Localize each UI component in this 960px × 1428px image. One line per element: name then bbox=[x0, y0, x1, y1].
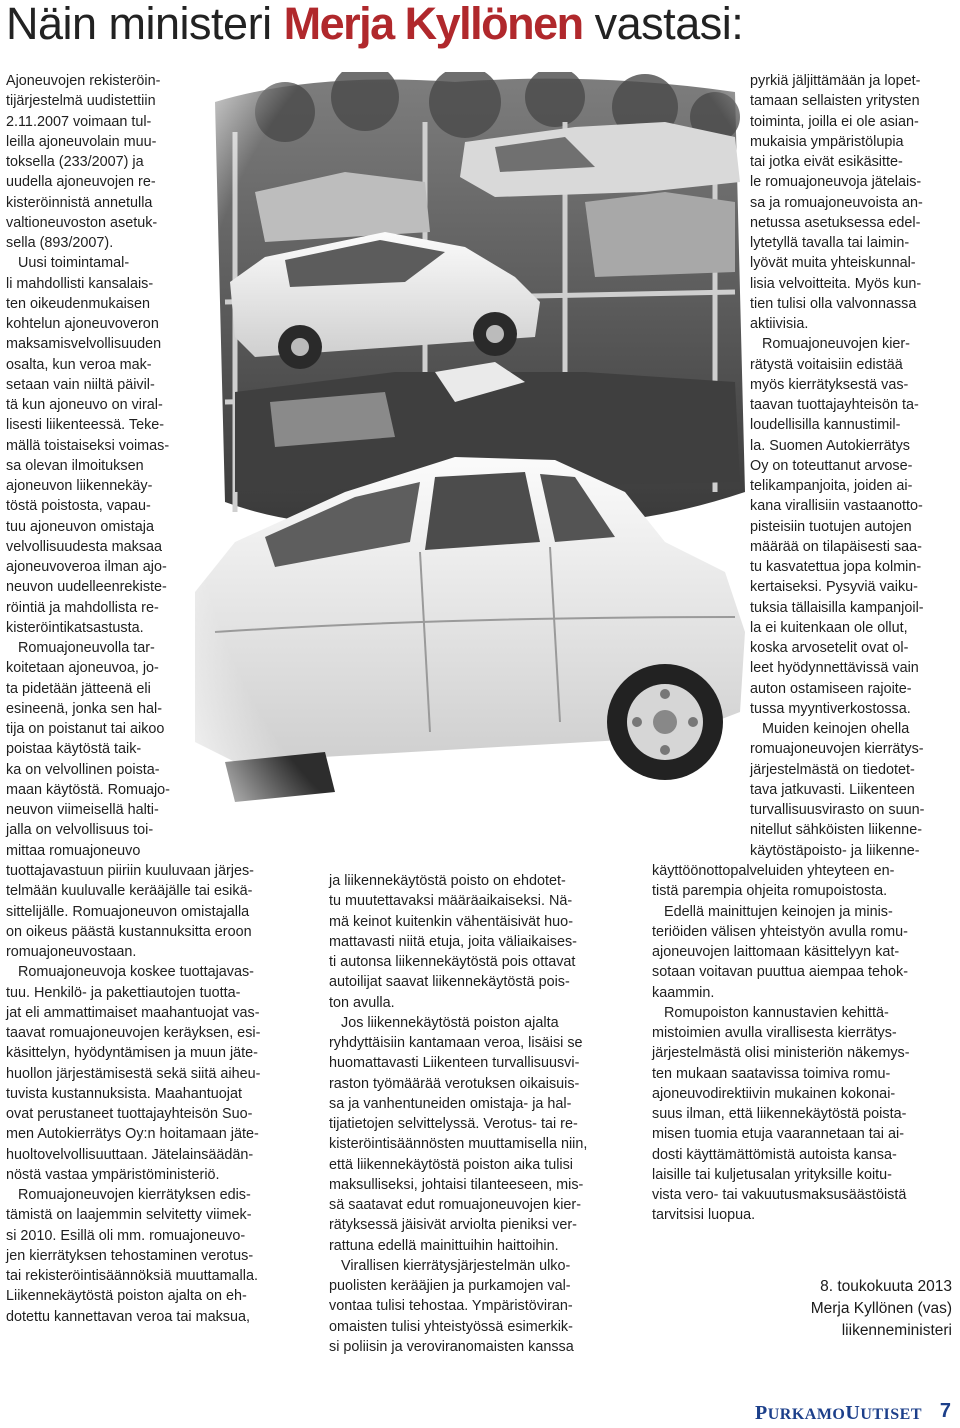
text-line: ten mukaan saatavissa toimiva romu- bbox=[652, 1065, 891, 1082]
text-line: maksamisvelvollisuuden bbox=[6, 336, 162, 353]
text-line: dotettu kannettavan veroa tai maksua, bbox=[6, 1308, 250, 1325]
text-line: röintiä ja mahdollista re- bbox=[6, 599, 159, 616]
text-line: Ajoneuvojen rekisteröin- bbox=[6, 73, 161, 89]
text-line: määrää on tilapäisesti saa- bbox=[750, 538, 922, 555]
text-line: sotaan voitavan puuttua aiempaa tehok- bbox=[652, 964, 909, 981]
text-line: sä saatavat edut romuajoneuvojen kier- bbox=[329, 1197, 581, 1213]
text-line: Edellä mainittujen keinojen ja minis- bbox=[652, 903, 893, 920]
text-line: ten oikeudenmukaisen bbox=[6, 295, 151, 312]
text-line: mittaa romuajoneuvo bbox=[6, 842, 141, 859]
text-line: valtioneuvoston asetuk- bbox=[6, 214, 158, 231]
text-line: lisesti liikenteessä. Teke- bbox=[6, 417, 165, 434]
signature-role: liikenneministeri bbox=[841, 1322, 952, 1339]
text-line: lyövät muita yhteiskunnal- bbox=[750, 255, 916, 272]
text-line: Muiden keinojen ohella bbox=[750, 721, 910, 737]
text-line: la. Suomen Autokierrätys bbox=[750, 437, 910, 454]
text-line: Romupoiston kannustavien kehittä- bbox=[652, 1004, 889, 1021]
text-line: ta pidetään jätteenä eli bbox=[6, 680, 151, 697]
text-line: Virallisen kierrätysjärjestelmän ulko- bbox=[329, 1257, 571, 1274]
headline bbox=[6, 0, 743, 50]
text-line: sittelijälle. Romuajoneuvon omistajalla bbox=[6, 903, 250, 920]
text-line: tarvitsisi luopua. bbox=[652, 1207, 756, 1224]
text-line: maan käytöstä. Romuajo- bbox=[6, 781, 170, 798]
logo-letter-u: U bbox=[845, 1402, 861, 1424]
text-line: mukaisia ympäristölupia bbox=[750, 133, 904, 150]
text-line: toksella (233/2007) ja bbox=[6, 154, 144, 170]
text-line: nöstä vastaa ympäristöministeriö. bbox=[6, 1166, 220, 1183]
text-line: tussa myyntiverkostossa. bbox=[750, 700, 911, 717]
text-line: Romuajoneuvolla tar- bbox=[6, 640, 155, 656]
text-line: autoilijat saavat liikennekäytöstä pois- bbox=[329, 974, 570, 991]
logo-part-utiset: UTISET bbox=[860, 1406, 923, 1423]
headline-prefix: Näin ministeri bbox=[6, 0, 284, 49]
headline-minister-name: Merja Kyllönen bbox=[283, 0, 583, 49]
signature-block bbox=[811, 1276, 952, 1342]
text-line: romuajoneuvostaan. bbox=[6, 944, 137, 960]
text-line: leilla ajoneuvolain muu- bbox=[6, 133, 157, 150]
text-line: omaisten tulisi yhteistyössä esimerkik- bbox=[329, 1318, 573, 1335]
text-line: leet hyödynnettävissä vain bbox=[750, 660, 919, 677]
text-line: uudella ajoneuvojen re- bbox=[6, 174, 156, 191]
text-line: koitetaan ajoneuvoa, jo- bbox=[6, 660, 159, 677]
text-line: rätyksessä jäisivät arviolta pieniksi ver- bbox=[329, 1217, 577, 1234]
signature-name: Merja Kyllönen (vas) bbox=[810, 1300, 952, 1317]
text-line: mä keinot kuitenkin vähentäisivät huo- bbox=[329, 913, 573, 930]
text-line: kisteröintisäännösten muuttamisella niin, bbox=[329, 1136, 588, 1153]
text-line: käytöstäpoisto- ja liikenne- bbox=[750, 842, 920, 859]
text-line: koska arvosetelit ovat ol- bbox=[750, 640, 909, 656]
text-line: tuottajavastuun piiriin kuuluvaan järjes- bbox=[6, 863, 254, 879]
text-line: raston työmäärää verotuksen oikaisuis- bbox=[329, 1075, 580, 1092]
text-line: töstä poistosta, vapau- bbox=[6, 498, 151, 515]
text-line: ti autonsa liikennekäytöstä pois ottavat bbox=[329, 954, 576, 970]
text-line: taavat romuajoneuvojen keräyksen, esi- bbox=[6, 1025, 261, 1041]
text-line: huomattavasti Liikenteen turvallisuusvi- bbox=[329, 1055, 580, 1072]
text-line: vista vero- tai vakuutusmaksusäästöistä bbox=[652, 1187, 907, 1203]
text-line: dosti käyttämättömistä autoista kansa- bbox=[652, 1146, 897, 1163]
column-1-wide bbox=[6, 861, 326, 1327]
text-line: järjestelmästä on tiedotet- bbox=[750, 761, 915, 778]
text-line: tu muutettavaksi määräaikaiseksi. Nä- bbox=[329, 893, 573, 910]
text-line: ton avulla. bbox=[329, 994, 395, 1011]
text-line: puolisten kerääjien ja purkamojen val- bbox=[329, 1278, 571, 1294]
text-line: men Autokierrätys Oy:n hoitamaan jäte- bbox=[6, 1126, 259, 1143]
text-line: että liikennekäytöstä poiston aika tulisi bbox=[329, 1156, 573, 1173]
text-line: romuajoneuvojen kierrätys- bbox=[750, 741, 924, 758]
text-line: li mahdollisti kansalais- bbox=[6, 275, 154, 292]
text-line: tava jatkuvasti. Liikenteen bbox=[750, 781, 915, 798]
text-line: käsittelyn, hyödyntämisen ja muun jäte- bbox=[6, 1045, 258, 1062]
text-line: tuu. Henkilö- ja pakettiautojen tuotta- bbox=[6, 984, 241, 1001]
text-line: tai jotka eivät esikäsitte- bbox=[750, 154, 903, 170]
text-line: tijatietojen selvittelyssä. Verotus- tai re- bbox=[329, 1116, 578, 1132]
text-line: laisille tai kuljetusalan yrityksille koitu- bbox=[652, 1166, 892, 1183]
text-line: le romuajoneuvoja jätelais- bbox=[750, 174, 922, 191]
text-line: ovat perustaneet tuottajayhteisön Suo- bbox=[6, 1106, 253, 1122]
headline-suffix: vastasi: bbox=[582, 0, 744, 49]
text-line: huoltovelvollisuuttaan. Jätelainsäädän- bbox=[6, 1146, 254, 1163]
text-line: ka on velvollinen poista- bbox=[6, 761, 160, 778]
text-line: netussa asetuksessa edel- bbox=[750, 214, 921, 231]
signature-date: 8. toukokuuta 2013 bbox=[820, 1278, 952, 1295]
text-line: loudellisilla kannustimil- bbox=[750, 417, 901, 434]
text-line: ajoneuvoveroa ilman ajo- bbox=[6, 559, 167, 575]
text-line: jen kierrätyksen tehostaminen verotus- bbox=[6, 1247, 254, 1264]
text-line: Romuajoneuvojen kierrätyksen edis- bbox=[6, 1187, 251, 1203]
text-line: tamaan sellaisten yritysten bbox=[750, 93, 920, 110]
publication-logo bbox=[755, 1402, 922, 1425]
text-line: on oikeus päästä kustannuksitta eroon bbox=[6, 923, 252, 940]
text-line: mattavasti niitä etuja, joita väliaikaises- bbox=[329, 933, 577, 950]
text-line: tu kasvatettua jopa kolmin- bbox=[750, 559, 922, 575]
text-line: nitellut sähköisten liikenne- bbox=[750, 822, 922, 839]
text-line: järjestelmästä olisi ministeriön näkemys- bbox=[652, 1045, 910, 1062]
text-line: kana virallisiin vastaanotto- bbox=[750, 498, 923, 515]
text-line: ajoneuvon liikennekäy- bbox=[6, 478, 153, 494]
text-line: tien tulisi olla valvonnassa bbox=[750, 295, 917, 312]
column-3-wide bbox=[652, 861, 960, 1226]
text-line: tä kun ajoneuvo on viral- bbox=[6, 397, 163, 413]
text-line: tai rekisteröintisäännöksiä muuttamalla. bbox=[6, 1268, 258, 1284]
text-line: velvollisuudesta maksaa bbox=[6, 538, 162, 555]
text-line: ajoneuvodirektiivin mukainen kokonai- bbox=[652, 1085, 896, 1102]
text-line: Romuajoneuvoja koskee tuottajavas- bbox=[6, 964, 254, 981]
logo-letter-p: P bbox=[755, 1402, 768, 1424]
text-line: sella (893/2007). bbox=[6, 235, 114, 251]
text-line: neuvon viimeisellä halti- bbox=[6, 802, 159, 818]
text-line: sa ja romuajoneuvoista an- bbox=[750, 194, 923, 211]
text-line: aktiivisia. bbox=[750, 316, 809, 332]
text-line: tuvista kustannuksista. Maahantuojat bbox=[6, 1085, 242, 1102]
text-line: mistoimien avulla virallisesta kierrätys- bbox=[652, 1025, 897, 1041]
text-line: ryhdyttäisiin kantamaan veroa, lisäisi se bbox=[329, 1035, 583, 1051]
text-line: maksulliseksi, johtaisi tilanteeseen, mis- bbox=[329, 1176, 584, 1193]
text-line: suus ilman, että liikennekäytöstä poista- bbox=[652, 1106, 907, 1122]
page-footer bbox=[755, 1402, 955, 1424]
text-line: Oy on toteuttanut arvose- bbox=[750, 457, 913, 474]
text-line: kaammin. bbox=[652, 984, 715, 1001]
text-line: osalta, kun veroa mak- bbox=[6, 356, 152, 373]
text-line: Jos liikennekäytöstä poiston ajalta bbox=[329, 1014, 559, 1031]
junkyard-cars-photo bbox=[195, 72, 750, 862]
text-line: lytetyllä tavalla tai laimin- bbox=[750, 235, 910, 251]
text-line: rätystä voitaisiin edistää bbox=[750, 356, 903, 373]
text-line: pisteisiin tuotujen autojen bbox=[750, 518, 912, 535]
text-line: kertaiseksi. Pysyviä vaiku- bbox=[750, 579, 918, 596]
text-line: auton ostamiseen rajoite- bbox=[750, 680, 912, 697]
text-line: taavan tuottajayhteisön ta- bbox=[750, 397, 919, 413]
text-line: jalla on velvollisuus toi- bbox=[6, 822, 154, 839]
text-line: 2.11.2007 voimaan tul- bbox=[6, 113, 152, 130]
text-line: kohtelun ajoneuvoveron bbox=[6, 316, 159, 332]
text-line: Romuajoneuvojen kier- bbox=[750, 336, 910, 353]
text-line: telmään kuuluvalle kerääjälle tai esikä- bbox=[6, 883, 253, 900]
text-line: Uusi toimintamal- bbox=[6, 255, 130, 272]
text-line: vontaa tulisi tehostaa. Ympäristöviran- bbox=[329, 1298, 573, 1315]
text-line: neuvon uudelleenrekiste- bbox=[6, 579, 167, 596]
text-line: tija on poistanut tai aikoo bbox=[6, 721, 165, 737]
text-line: misen tuomia etuja vaarannetaan tai ai- bbox=[652, 1126, 904, 1143]
text-line: rattuna edellä mainittuihin haittoihin. bbox=[329, 1237, 559, 1254]
text-line: sa olevan ilmoituksen bbox=[6, 457, 144, 474]
text-line: kisteröinnistä annetulla bbox=[6, 194, 153, 211]
text-line: jat eli ammattimaiset maahantuojat vas- bbox=[6, 1004, 260, 1021]
text-line: ajoneuvojen laittomaan käsittelyyn kat- bbox=[652, 944, 900, 960]
page-number: 7 bbox=[939, 1400, 951, 1422]
text-line: mällä toistaiseksi voimas- bbox=[6, 437, 170, 454]
text-line: toiminta, joilla ei ole asian- bbox=[750, 113, 919, 130]
text-line: esineenä, jonka sen hal- bbox=[6, 700, 163, 717]
logo-part-urkamo: URKAMO bbox=[767, 1406, 846, 1423]
text-line: telikampanjoita, joiden ai- bbox=[750, 478, 913, 494]
column-3-narrow bbox=[750, 71, 960, 861]
text-line: turvallisuusvirasto on suun- bbox=[750, 802, 925, 818]
column-1-narrow bbox=[6, 71, 196, 861]
text-line: kisteröintikatsastusta. bbox=[6, 619, 144, 636]
text-line: tistä parempia ohjeita romupoistosta. bbox=[652, 883, 888, 900]
text-line: teriöiden välisen yhteistyön avulla romu- bbox=[652, 923, 908, 940]
text-line: poistaa käytöstä taik- bbox=[6, 741, 142, 758]
text-line: myös kierrätyksestä vas- bbox=[750, 376, 909, 393]
text-line: käyttöönottopalveluiden yhteyteen en- bbox=[652, 863, 895, 879]
text-line: la ei kuitenkaan ole ollut, bbox=[750, 619, 908, 636]
text-line: tuu ajoneuvon omistaja bbox=[6, 518, 155, 535]
text-line: ja liikennekäytöstä poisto on ehdotet- bbox=[329, 873, 566, 889]
text-line: si 2010. Esillä oli mm. romuajoneuvo- bbox=[6, 1227, 246, 1244]
text-line: si poliisin ja veroviranomaisten kanssa bbox=[329, 1338, 574, 1355]
text-line: tuksia tällaisilla kampanjoil- bbox=[750, 599, 924, 616]
column-2 bbox=[329, 871, 651, 1357]
text-line: tijärjestelmä uudistettiin bbox=[6, 93, 156, 110]
text-line: Liikennekäytöstä poiston ajalta on eh- bbox=[6, 1288, 247, 1305]
text-line: pyrkiä jäljittämään ja lopet- bbox=[750, 73, 921, 89]
text-line: sa ja vanhentuneiden omistaja- ja hal- bbox=[329, 1095, 572, 1112]
text-line: lisia velvoitteita. Myös kun- bbox=[750, 275, 922, 292]
text-line: setaan vain niiltä päivil- bbox=[6, 376, 155, 393]
text-line: huollon järjestämisestä sekä siitä aiheu- bbox=[6, 1065, 261, 1082]
text-line: tämistä on laajemmin selvitetty viimek- bbox=[6, 1207, 252, 1224]
